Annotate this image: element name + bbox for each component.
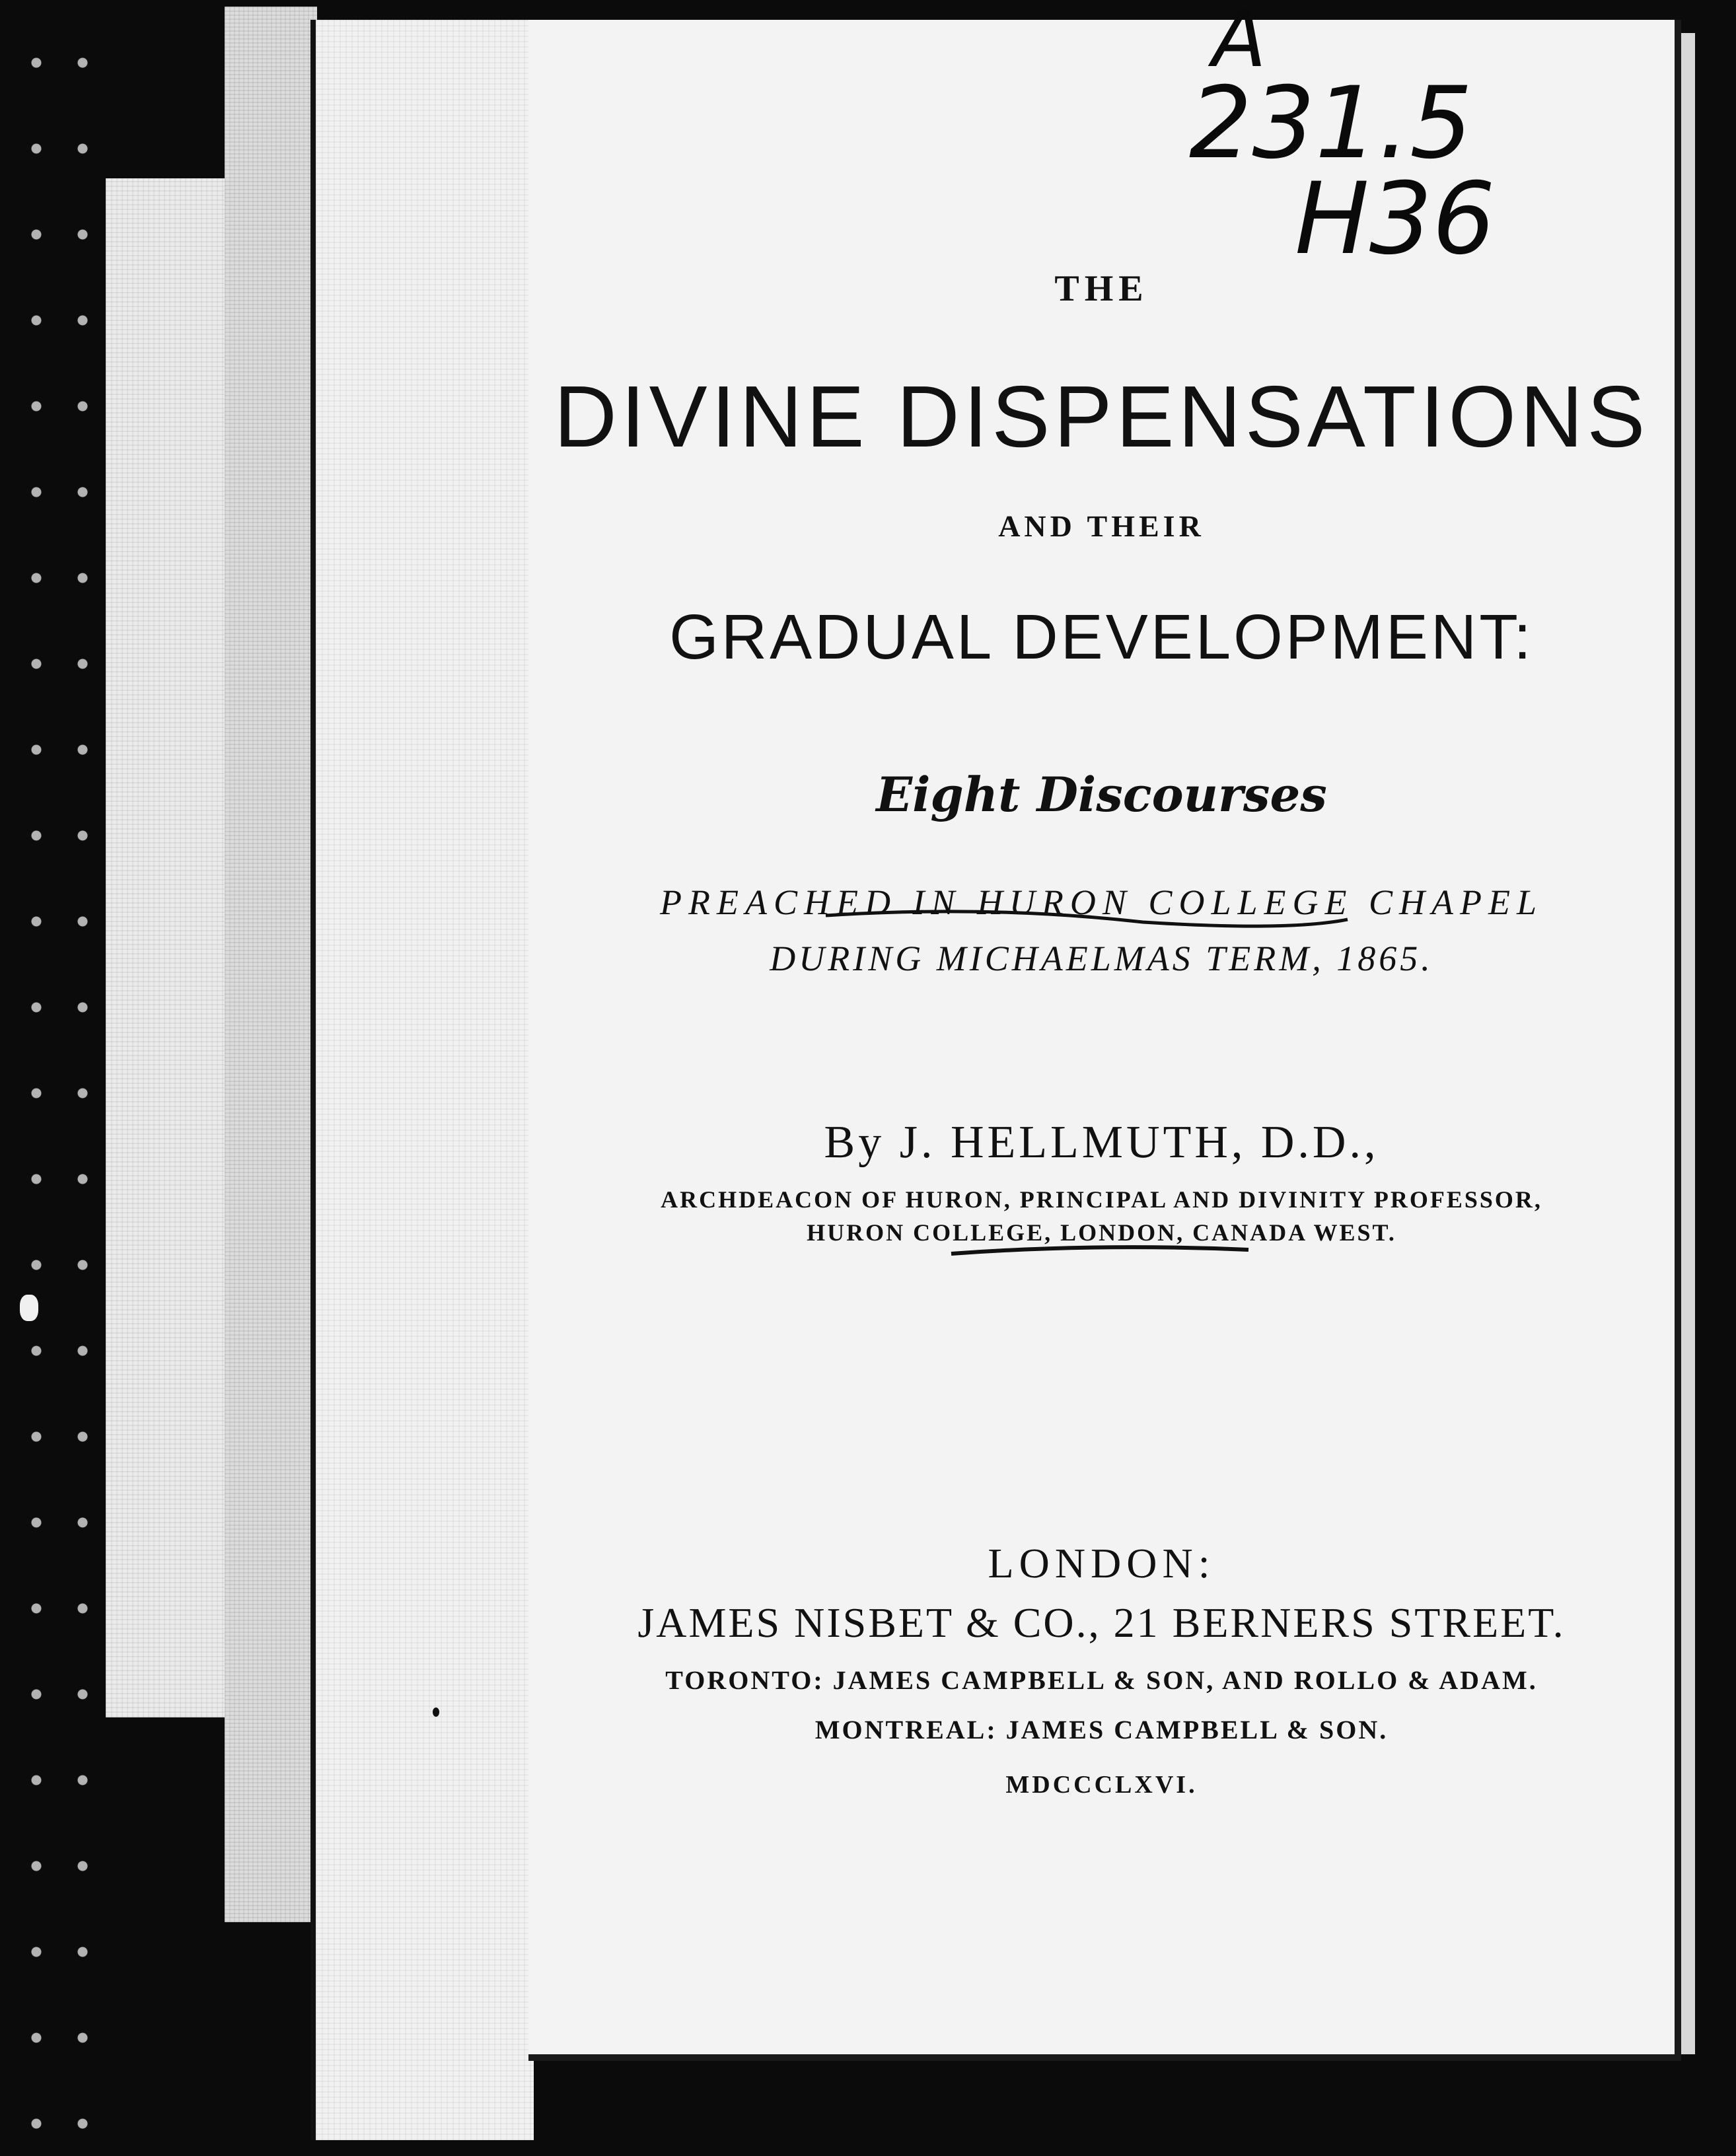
preached-line: PREACHED IN HURON COLLEGE CHAPEL [660,882,1543,922]
call-number-prefix: A [1212,0,1267,85]
paper-fleck [20,1295,38,1321]
imprint-toronto: TORONTO: JAMES CAMPBELL & SON, AND ROLLO & ADAM. [665,1665,1538,1695]
main-title: DIVINE DISPENSATIONS [554,368,1649,465]
call-number-class: 231.5 [1189,66,1473,181]
binding-gauze-strip [310,20,534,2140]
title-connector: AND THEIR [998,509,1205,543]
second-title: GRADUAL DEVELOPMENT: [669,602,1534,672]
author-role-line: ARCHDEACON OF HURON, PRINCIPAL AND DIVINITY PROFESSOR, [661,1186,1542,1213]
title-page [528,0,1681,2061]
title-article: THE [1054,268,1149,309]
dark-background [0,0,112,2156]
subtitle: Eight Discourses [876,766,1327,822]
pencil-underlines [528,20,1681,1275]
ink-speck [433,1707,439,1717]
author-affiliation-line: HURON COLLEGE, LONDON, CANADA WEST. [807,1219,1396,1246]
imprint-publisher: JAMES NISBET & CO., 21 BERNERS STREET. [637,1599,1566,1646]
call-number-cutter: H36 [1295,162,1496,277]
term-line: DURING MICHAELMAS TERM, 1865. [770,939,1433,978]
binding-gauze-spine [225,7,317,1922]
imprint-year: MDCCCLXVI. [1005,1771,1198,1799]
imprint-montreal: MONTREAL: JAMES CAMPBELL & SON. [814,1715,1389,1744]
underline-london-canada-west [951,1247,1248,1254]
imprint-city: LONDON: [988,1540,1215,1587]
author-line: By J. HELLMUTH, D.D., [824,1117,1379,1168]
